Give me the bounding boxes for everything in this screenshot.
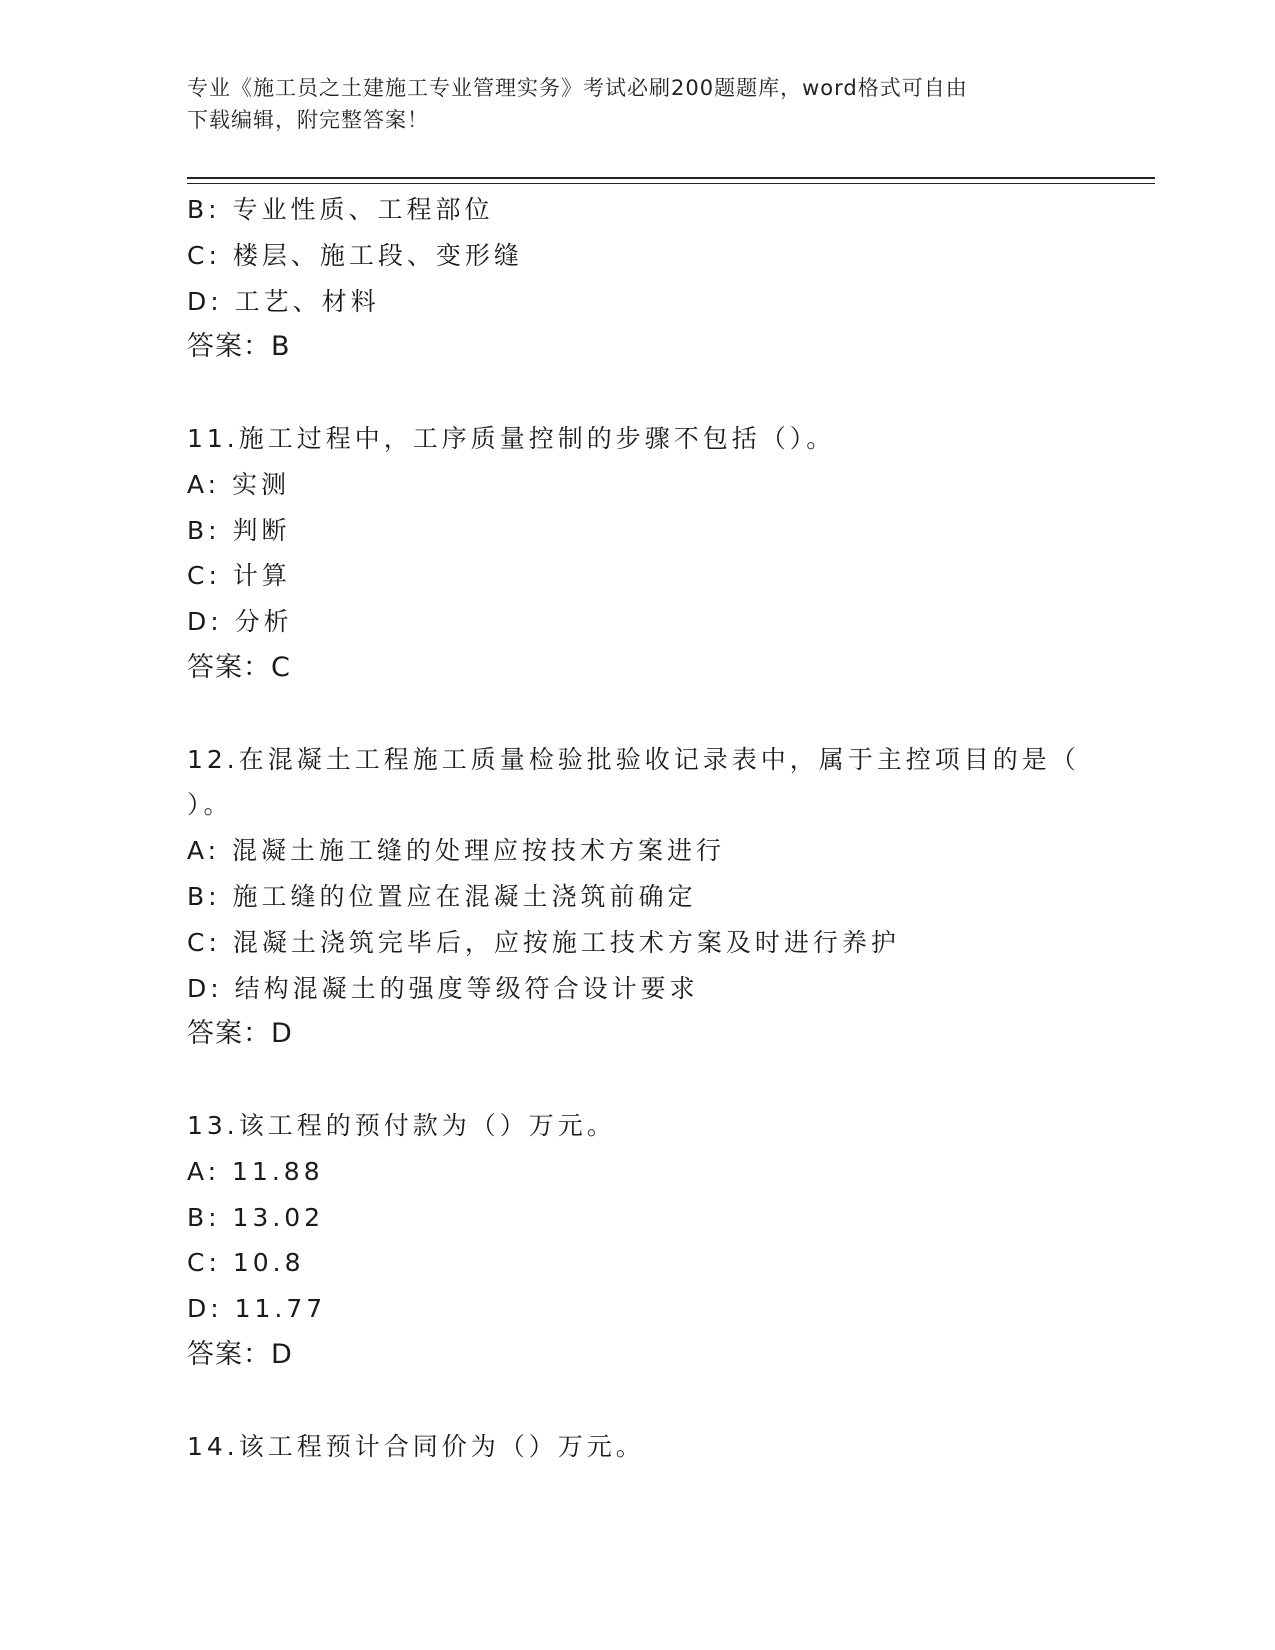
q10-option-d: D: 工艺、材料 — [187, 286, 380, 316]
spacer — [187, 1378, 1087, 1424]
q13-option-b: B: 13.02 — [187, 1202, 325, 1232]
q10-option-b: B: 专业性质、工程部位 — [187, 195, 494, 224]
header-line-2: 下载编辑，附完整答案！ — [187, 108, 429, 132]
q10-option-c: C: 楼层、施工段、变形缝 — [187, 240, 523, 270]
q11-option-b: B: 判断 — [187, 515, 291, 545]
q11-option-d: D: 分析 — [187, 607, 293, 637]
q13-option-d: D: 11.77 — [187, 1294, 327, 1324]
q13-option-a: A: 11.88 — [187, 1156, 324, 1186]
header-line-1: 专业《施工员之土建施工专业管理实务》考试必刷200题题库，word格式可自由 — [187, 76, 968, 100]
q13-question: 13.该工程的预付款为（）万元。 — [187, 1110, 616, 1140]
q12-answer: 答案：D — [187, 1018, 293, 1050]
spacer — [187, 1057, 1087, 1103]
q12-option-d: D: 结构混凝土的强度等级符合设计要求 — [187, 973, 699, 1003]
q11-option-a: A: 实测 — [187, 469, 291, 499]
document-header — [187, 72, 1067, 136]
q12-option-a: A: 混凝土施工缝的处理应按技术方案进行 — [187, 836, 726, 866]
q11-option-c: C: 计算 — [187, 561, 291, 591]
q14-question: 14.该工程预计合同价为（）万元。 — [187, 1431, 645, 1461]
q12-question-line-1: 12.在混凝土工程施工质量检验批验收记录表中，属于主控项目的是（ — [187, 744, 1080, 774]
q12-option-c: C: 混凝土浇筑完毕后，应按施工技术方案及时进行养护 — [187, 927, 900, 957]
header-divider-thin — [187, 183, 1155, 184]
q11-question: 11.施工过程中，工序质量控制的步骤不包括（）。 — [187, 423, 836, 453]
spacer — [187, 370, 1087, 416]
question-list — [187, 187, 1087, 1469]
q13-answer: 答案：D — [187, 1338, 293, 1370]
q12-option-b: B: 施工缝的位置应在混凝土浇筑前确定 — [187, 881, 697, 911]
spacer — [187, 691, 1087, 737]
q13-option-c: C: 10.8 — [187, 1248, 305, 1278]
q11-answer: 答案：C — [187, 651, 291, 683]
header-divider-thick — [187, 177, 1155, 179]
q10-answer: 答案：B — [187, 331, 291, 363]
q12-question-line-2: ）。 — [187, 790, 233, 820]
